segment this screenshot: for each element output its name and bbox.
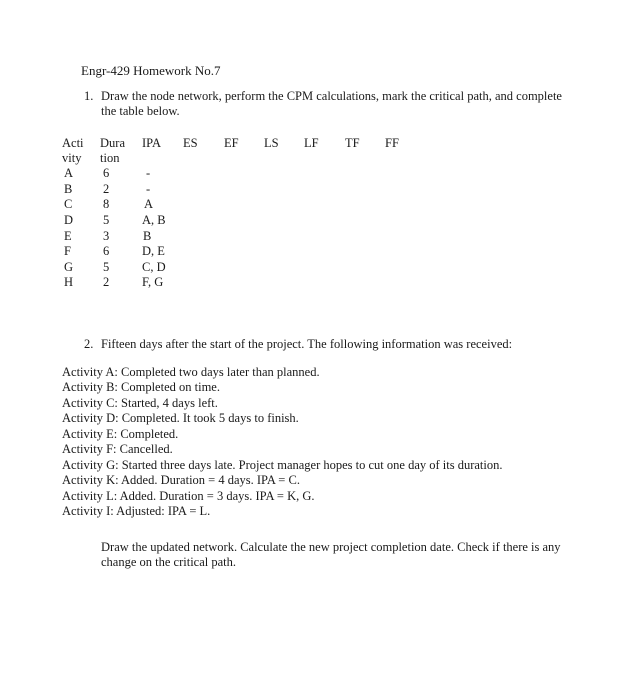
header-lf: LF — [304, 136, 319, 150]
final-instruction: Draw the updated network. Calculate the new project completion date. Check if there is any change on the critical path. — [101, 540, 561, 569]
row-b-ipa: - — [146, 182, 151, 196]
row-b-duration: 2 — [103, 182, 110, 196]
row-c-duration: 8 — [103, 197, 110, 211]
row-e-ipa: B — [143, 229, 152, 243]
row-d-duration: 5 — [103, 213, 110, 227]
row-d-ipa: A, B — [142, 213, 166, 227]
status-activity-f: Activity F: Cancelled. — [62, 442, 173, 456]
question-1-number: 1. — [84, 89, 94, 103]
header-activity-line2: vity — [62, 151, 82, 165]
row-c-ipa: A — [144, 197, 154, 211]
header-ipa: IPA — [142, 136, 161, 150]
header-duration-line1: Dura — [100, 136, 125, 150]
header-duration-line2: tion — [100, 151, 120, 165]
status-activity-i: Activity I: Adjusted: IPA = L. — [62, 504, 211, 518]
header-activity-line1: Acti — [62, 136, 84, 150]
question-2-text: Fifteen days after the start of the project. The following information was received: — [101, 337, 513, 351]
header-ff: FF — [385, 136, 399, 150]
header-ef: EF — [224, 136, 239, 150]
row-h-duration: 2 — [103, 275, 110, 289]
header-es: ES — [183, 136, 198, 150]
row-e-activity: E — [64, 229, 72, 243]
status-activity-a: Activity A: Completed two days later than planned. — [62, 365, 320, 379]
header-activity — [62, 136, 84, 166]
status-activity-e: Activity E: Completed. — [62, 427, 179, 441]
row-c-activity: C — [64, 197, 73, 211]
row-f-ipa: D, E — [142, 244, 165, 258]
status-activity-l: Activity L: Added. Duration = 3 days. IPA = K, G. — [62, 489, 315, 503]
question-1-text: Draw the node network, perform the CPM calculations, mark the critical path, and complete the table below. — [101, 89, 562, 118]
status-activity-k: Activity K: Added. Duration = 4 days. IPA = C. — [62, 473, 300, 487]
row-a-duration: 6 — [103, 166, 110, 180]
row-g-duration: 5 — [103, 260, 110, 274]
row-h-activity: H — [64, 275, 74, 289]
row-g-ipa: C, D — [142, 260, 166, 274]
header-tf: TF — [345, 136, 360, 150]
header-duration — [100, 136, 125, 166]
status-activity-g: Activity G: Started three days late. Project manager hopes to cut one day of its duration. — [62, 458, 503, 472]
header-ls: LS — [264, 136, 279, 150]
row-b-activity: B — [64, 182, 73, 196]
row-f-duration: 6 — [103, 244, 110, 258]
status-activity-c: Activity C: Started, 4 days left. — [62, 396, 218, 410]
status-activity-d: Activity D: Completed. It took 5 days to finish. — [62, 411, 299, 425]
row-e-duration: 3 — [103, 229, 110, 243]
row-d-activity: D — [64, 213, 74, 227]
row-h-ipa: F, G — [142, 275, 164, 289]
row-a-activity: A — [64, 166, 74, 180]
document-title: Engr-429 Homework No.7 — [81, 63, 221, 78]
row-f-activity: F — [64, 244, 71, 258]
status-activity-b: Activity B: Completed on time. — [62, 380, 220, 394]
question-2-number: 2. — [84, 337, 94, 351]
row-g-activity: G — [64, 260, 74, 274]
row-a-ipa: - — [146, 166, 151, 180]
